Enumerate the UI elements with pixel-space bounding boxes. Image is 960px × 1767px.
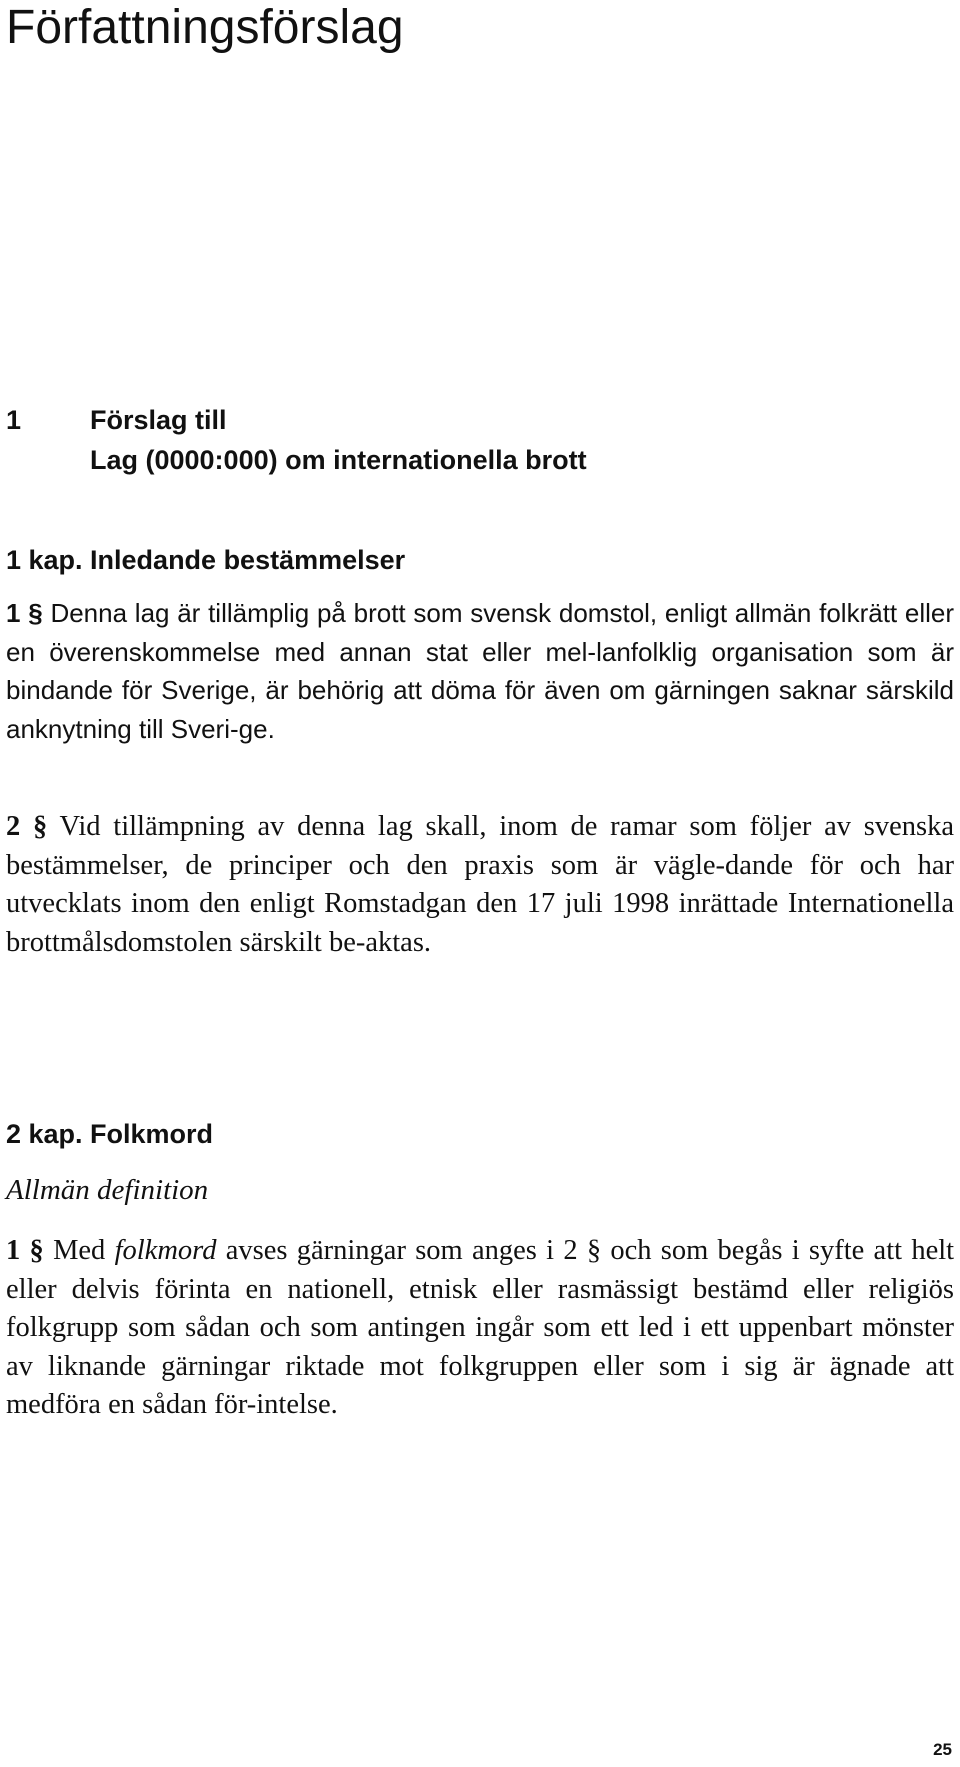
section-number: 1 — [6, 1235, 21, 1266]
proposal-title-line-2: Lag (0000:000) om internationella brott — [90, 445, 587, 475]
page-title: Författningsförslag — [6, 1, 404, 54]
chapter-1-section-1 — [6, 594, 954, 748]
section-sign: § — [29, 1235, 44, 1266]
section-text: Denna lag är tillämplig på brott som svensk domstol, enligt allmän folkrätt eller en överenskommelse med annan stat eller mel-lanfolklig organisation som är bindande för Sverige, är behörig att döma för även om gärningen saknar särskild anknytning till Sveri-ge. — [6, 598, 955, 744]
defined-term: folkmord — [114, 1235, 217, 1266]
chapter-2-heading: 2 kap. Folkmord — [6, 1119, 214, 1149]
section-sign: § — [28, 598, 43, 628]
section-text: Vid tillämpning av denna lag skall, inom de ramar som följer av svenska bestämmelser, de principer och den praxis som är vägle-dande för och har utvecklats inom den enligt Romstadgan den 17 juli 1998 inrättade Internationella brottmålsdomstolen särskilt be-aktas. — [6, 811, 955, 958]
proposal-number: 1 — [6, 405, 22, 435]
chapter-2-section-1 — [6, 1232, 954, 1425]
chapter-1-heading: 1 kap. Inledande bestämmelser — [6, 545, 406, 575]
section-text-after: avses gärningar som anges i 2 § och som begås i syfte att helt eller delvis förinta en nationell, etnisk eller rasmässigt bestämd eller religiös folkgrupp som sådan och som antingen ingår som ett led i ett uppenbart mönster av liknande gärningar riktade mot folkgruppen eller som i sig är ägnade att medföra en sådan för-intelse. — [6, 1235, 955, 1420]
proposal-title — [90, 400, 587, 480]
section-number: 2 — [6, 811, 21, 842]
chapter-2-subheading: Allmän definition — [6, 1174, 209, 1206]
section-number: 1 — [6, 598, 21, 628]
section-sign: § — [33, 811, 48, 842]
proposal-title-line-1: Förslag till — [90, 405, 227, 435]
page-number: 25 — [933, 1740, 952, 1759]
chapter-1-section-2 — [6, 808, 954, 962]
section-text-before: Med — [53, 1235, 106, 1266]
